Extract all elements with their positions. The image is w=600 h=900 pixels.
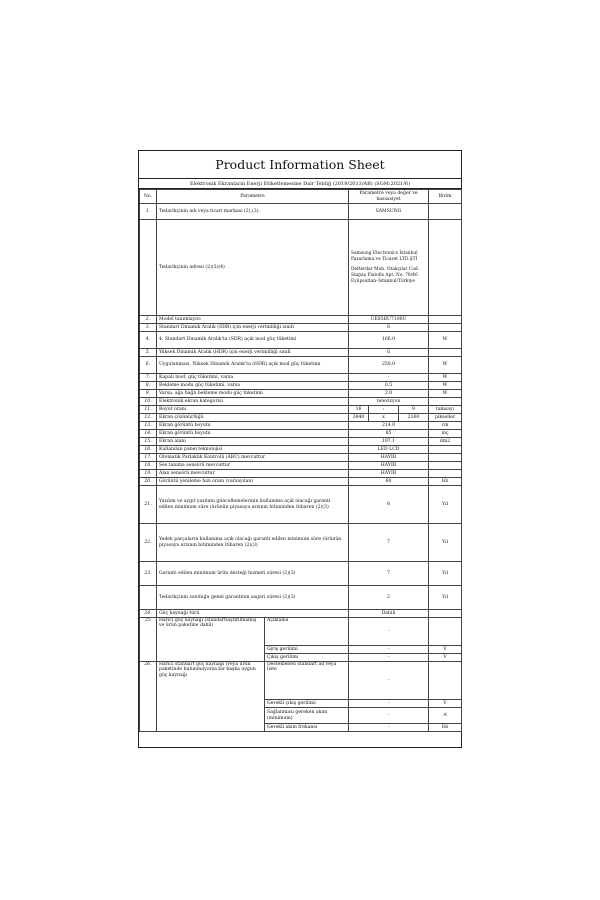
table-row: 11. Boyut oranı 16 : 9 tamsayı (140, 406, 462, 414)
table-row: 4. 4. Standart Dinamik Aralık'ta (SDR) açık mod güç tüketimi 166.0 W (140, 332, 462, 349)
table-row: 12. Ekran çözünürlüğü 3840 x 2160 pikseller (140, 414, 462, 422)
table-row: 2. Model tanımlayıcı UE85BU7100U (140, 316, 462, 324)
table-row: Gerekli akım frekansı - Hz (140, 724, 462, 732)
header-no: No. (140, 190, 157, 204)
product-information-sheet (138, 150, 462, 748)
page-subtitle: Elektronik Ekranların Enerji Etiketlemesine Dair Tebliğ (2019/2013/AB) (SGM:2021/6) (139, 179, 461, 189)
table-row: 26. Harici standart güç kaynağı (veya ürün paketinde bulunmuyorsa bir başka uygun güç kaynağı Desteklenen standart ad veya liste - (140, 662, 462, 700)
supplier-address: Samsung Electronics İstanbul Pazarlama ve Ticaret LTD.ŞTİ Defterdar Mah. Otakçılar Cad. Sinpaş Flatofis Apt. No. 78/46 Eyüpsultan–İstanbul/Türkiye (349, 220, 429, 316)
table-row: 19. Alan sensörü mevcuttur HAYIR (140, 470, 462, 478)
table-row: 24. Güç kaynağı türü Dahili (140, 610, 462, 618)
table-row: 6. Uygulanması, Yüksek Dinamik Aralık'ta (HDR) açık mod güç tüketimi 250.0 W (140, 357, 462, 374)
table-row: 3. Standart Dinamik Aralık (SDR) için enerji verimliliği sınıfı G (140, 324, 462, 332)
table-row: 23. Garanti edilen minimum ürün desteği hizmeti süresi (2)(3) 7 Yıl (140, 562, 462, 586)
table-row: 1. Tedarikçinin adı veya ticari markası (2),(3). SAMSUNG (140, 204, 462, 220)
table-row: 10. Elektronik ekran kategorisi televizyon (140, 398, 462, 406)
table-row: Gerekli çıkış gerilimi - V (140, 700, 462, 708)
table-row: Çıkış gerilimi - V (140, 654, 462, 662)
table-row: 7. Kapalı mod, güç tüketimi, varsa - W (140, 374, 462, 382)
header-param: Parametre (157, 190, 349, 204)
table-row: 15. Ekran alanı 197.1 dm2 (140, 438, 462, 446)
table-row: 13. Ekran görüntü boyutu 214.0 cm (140, 422, 462, 430)
table-row: 14. Ekran görüntü boyutu 85 inç (140, 430, 462, 438)
table-row: 8. Bekleme modu güç tüketimi, varsa 0.5 W (140, 382, 462, 390)
table-row: 25 Harici güç kaynağı (standartlaştırılmamış ve ürün paketine dahil) Açıklama - (140, 618, 462, 646)
table-row: 16. Kullanılan panel teknolojisi LED LCD (140, 446, 462, 454)
header-row (140, 190, 462, 204)
header-value: Parametre veya değer ve hassasiyet (349, 190, 429, 204)
table-row-address: Tedarikçinin adresi (2)(3)(4) Samsung Electronics İstanbul Pazarlama ve Ticaret LTD.ŞTİ Defterdar Mah. Otakçılar Cad. Sinpaş Flatofis Apt. No. 78/46 Eyüpsultan–İstanbul/Türkiye (140, 220, 462, 316)
info-table (139, 189, 462, 732)
table-row: 21. Yazılım ve aygıt yazılımı güncellemelerinin kullanıma açık olacağı garanti edilen minimum süre (ürünün piyasaya arzının bitiminden itibaren (2)(3) 8 Yıl (140, 486, 462, 524)
table-row: 17. Otomatik Parlaklık Kontrolü (ABC) mevcuttur HAYIR (140, 454, 462, 462)
table-row: 5. Yüksek Dinamik Aralık (HDR) için enerji verimliliği sınıfı G (140, 349, 462, 357)
header-unit: Birim (429, 190, 462, 204)
table-row: 20. Görüntü yenileme hızı oranı (varsayılan) 60 Hz (140, 478, 462, 486)
table-row: 18. Ses tanıma sensörü mevcuttur HAYIR (140, 462, 462, 470)
page-title: Product Information Sheet (139, 151, 461, 179)
table-row: Tedarikçinin sunduğu genel garantinin asgari süresi (2)(3) 2 Yıl (140, 586, 462, 610)
table-row: Giriş gerilimi - V (140, 646, 462, 654)
table-row: Sağlanması gereken akım (minimum) - A (140, 708, 462, 724)
table-row: 22. Yedek parçaların kullanıma açık olacağı garanti edilen minimum süre (ürünün piyasaya arzının bitiminden itibaren (2)(3) 7 Yıl (140, 524, 462, 562)
table-row: 9. Varsa, ağa bağlı bekleme modu güç tüketimi 2.0 W (140, 390, 462, 398)
